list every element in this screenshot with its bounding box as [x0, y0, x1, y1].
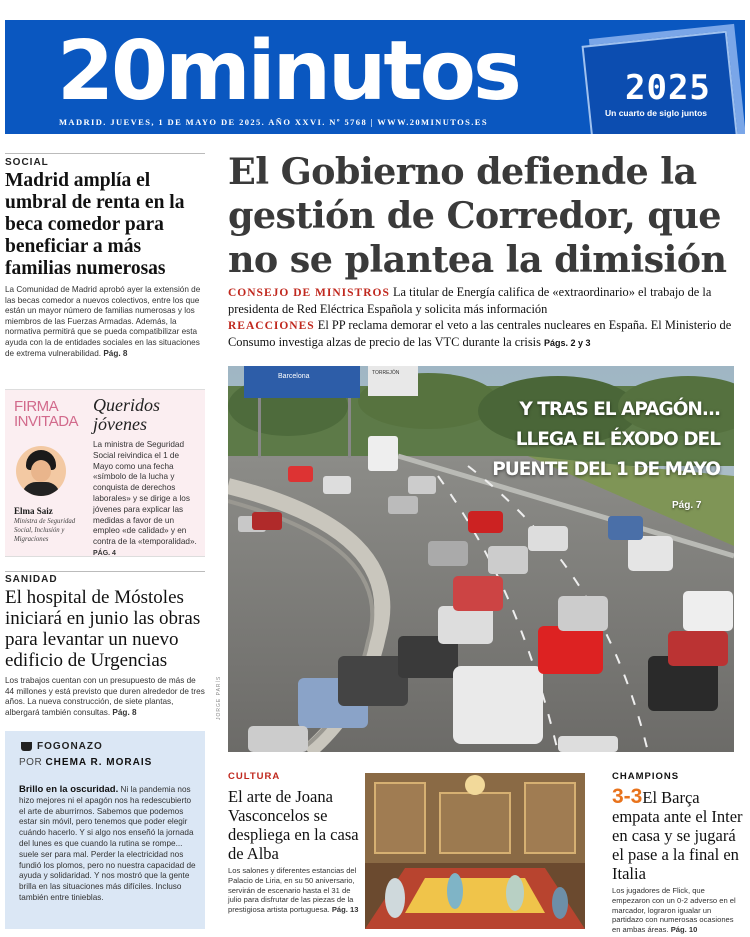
story-body: Los salones y diferentes estancias del Palacio de Liria, en su 50 aniversario, servirán de escenario hasta el 31 de julio para disfrutar de las piezas de la prestigiosa artista portuguesa. Pág. 13 — [228, 866, 359, 915]
divider — [5, 571, 205, 572]
sign-text: TORREJÓN — [372, 370, 400, 376]
palace-image — [365, 773, 585, 929]
newspaper-logo[interactable]: 20minutos — [57, 24, 519, 119]
section-kicker: SOCIAL — [5, 157, 49, 168]
deck-label: REACCIONES — [228, 320, 315, 332]
guest-column-body: La ministra de Seguridad Social reivindica el 1 de Mayo como una fecha «símbolo de la lucha y conquista de derechos laborales» y se dirige a los jóvenes para explicar las medidas a favor de un empleo «de calidad» y en contra de la «temporalidad». PÁG. 4 — [93, 440, 197, 557]
social-story[interactable] — [5, 157, 205, 359]
story-body: Los jugadores de Flick, que empezaron con un 0-2 adverso en el marcador, lograron igualar un partidazo con numerosas ocasiones en ambas áreas. Pág. 10 — [612, 886, 736, 935]
section-kicker: SANIDAD — [5, 574, 58, 585]
palace-photo[interactable] — [365, 773, 585, 929]
anniversary-year: 2025 — [625, 68, 711, 108]
story-title[interactable]: 3-3El Barça empata ante el Inter en casa y se jugará el pase a la final en Italia — [612, 785, 743, 883]
author-avatar — [16, 446, 66, 496]
anniversary-subtitle: Un cuarto de siglo juntos — [605, 108, 708, 118]
guest-column-tag: FIRMA INVITADA — [14, 398, 79, 430]
section-kicker: CULTURA — [228, 771, 281, 782]
story-title[interactable]: El arte de Joana Vasconcelos se despliega en la casa de Alba — [228, 787, 359, 863]
story-title[interactable]: Madrid amplía el umbral de renta en la beca comedor para beneficiar a más familias numerosas — [5, 170, 185, 279]
match-score: 3-3 — [612, 785, 643, 808]
divider — [5, 153, 205, 154]
sanidad-story[interactable] — [5, 574, 205, 718]
cultura-story[interactable] — [228, 771, 360, 915]
opinion-kicker: FOGONAZO — [37, 741, 103, 752]
champions-story[interactable] — [612, 771, 744, 935]
sign-text: Barcelona — [278, 373, 310, 380]
story-body: La Comunidad de Madrid aprobó ayer la extensión de las becas comedor a nuevos colectivos, entre los que están un mayor número de familias numerosas y los miembros de las Fuerzas Armadas. Además, la normativa permitirá que se pueda compatibilizar esta ayuda con la de entidades sociales en las situaciones de extrema vulnerabilidad. Pág. 8 — [5, 285, 201, 358]
guest-column-title: Queridos jóvenes — [93, 395, 160, 434]
story-body: Los trabajos cuentan con un presupuesto de más de 44 millones y está previsto que duren alrededor de tres años. La nueva construcción, de siete plantas, albergará también consultas. Pág. 8 — [5, 676, 205, 717]
photo-credit: JORGE PARÍS — [216, 675, 222, 720]
opinion-author: CHEMA R. MORAIS — [45, 757, 153, 768]
lead-deck: CONSEJO DE MINISTROS La titular de Energía califica de «extraordinario» el trabajo de la presidenta de Red Eléctrica Española y solicita más información REACCIONES El PP reclama demorar el veto a las centrales nucleares en España. El Ministerio de Consumo investiga alzas de precio de las VTC durante la crisis Págs. 2 y 3 — [228, 285, 732, 349]
section-kicker: CHAMPIONS — [612, 771, 680, 782]
lead-headline[interactable]: El Gobierno defiende la gestión de Corredor, que no se plantea la dimisión — [228, 150, 727, 281]
photo-page-ref: Pág. 7 — [672, 500, 702, 511]
dateline: MADRID. JUEVES, 1 DE MAYO DE 2025. AÑO XXVI. Nº 5768 | WWW.20MINUTOS.ES — [59, 117, 489, 127]
deck-label: CONSEJO DE MINISTROS — [228, 287, 390, 299]
masthead — [5, 20, 745, 134]
opinion-body: Brillo en la oscuridad. Ni la pandemia nos hizo mejores ni el apagón nos ha redescubierto el arte de aburrirnos. Sabemos que podemos estar sin móvil, pero tenemos que poder elegir cuándo hacerlo. Y si algo nos enseñó la jornada del lunes es que cuando la rutina se rompe... suele ser para mal. Perder la electricidad nos fundió los plomos, pero no nuestra capacidad de ayuda y solidaridad. Y nos mostró que la gente brilla en las situaciones más difíciles. Incluso también entre tinieblas. — [19, 784, 196, 902]
opinion-byline: POR CHEMA R. MORAIS — [19, 757, 153, 768]
guest-column[interactable] — [5, 389, 205, 557]
photo-overlay-title[interactable]: Y TRAS EL APAGÓN... LLEGA EL ÉXODO DEL PUENTE DEL 1 DE MAYO — [492, 399, 720, 480]
author-role: Ministra de Seguridad Social, Inclusión y Migraciones — [14, 518, 76, 543]
story-title[interactable]: El hospital de Móstoles iniciará en junio las obras para levantar un nuevo edificio de Urgencias — [5, 587, 201, 671]
opinion-column[interactable] — [5, 731, 205, 929]
author-name: Elma Saiz — [14, 506, 53, 516]
